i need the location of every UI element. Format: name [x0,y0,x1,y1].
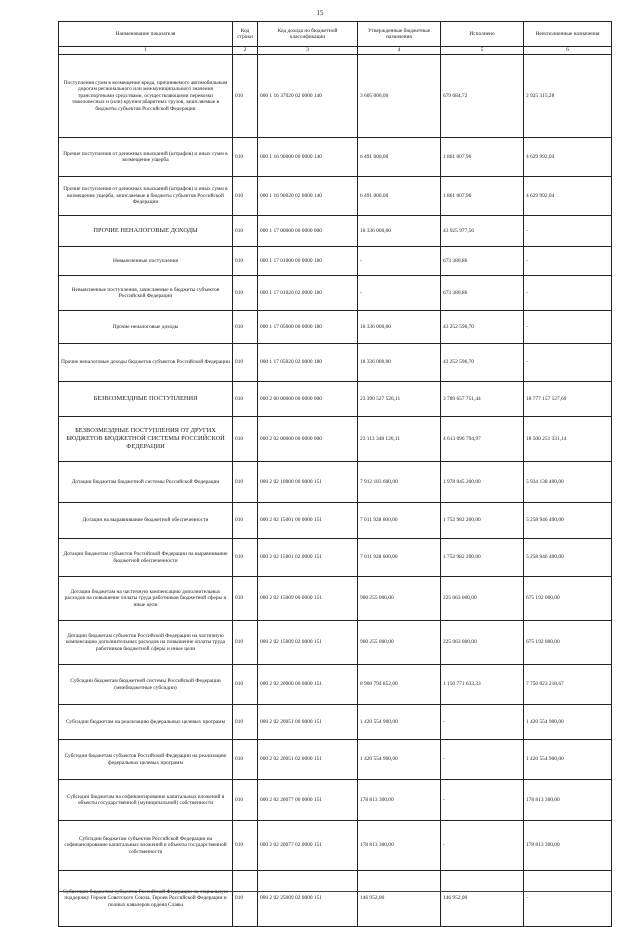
approved-amount-cell: 178 813 300,00 [358,780,441,821]
line-code-cell: 010 [233,665,258,705]
table-header-row [59,22,612,47]
budget-execution-table [58,21,612,927]
table-row [59,871,612,927]
kbk-code-cell: 000 1 17 05000 00 0000 180 [258,311,358,344]
approved-amount-cell: 18 336 000,00 [358,344,441,382]
indicator-name-cell: Субвенции бюджетам субъектов Российской Федерации на социальную поддержку Героев Советского Союза, Героев Российской Федерации и полных кавалеров ордена Славы [59,871,233,927]
unexecuted-amount-cell: 2 925 315,28 [524,55,612,138]
kbk-code-cell: 000 2 02 15001 02 0000 151 [258,539,358,577]
executed-amount-cell: - [441,780,524,821]
table-row [59,216,612,247]
table-row [59,503,612,539]
indicator-name-cell: Субсидии бюджетам бюджетной системы Российской Федерации (межбюджетные субсидии) [59,665,233,705]
unexecuted-amount-cell: 4 629 992,04 [524,138,612,177]
col-header-approved: Утвержденные бюджетные назначения [358,22,441,47]
executed-amount-cell: 1 150 771 633,33 [441,665,524,705]
indicator-name-cell: Поступления сумм в возмещение вреда, причиняемого автомобильным дорогам регионального или межмуниципального значения транспортными средствами, осуществляющими перевозки тяжеловесных и (или) крупногабаритных грузов, зачисляемые в бюджеты субъектов Российской Федерации [59,55,233,138]
col-header-kbk: Код дохода по бюджетной классификации [258,22,358,47]
executed-amount-cell: 1 861 007,96 [441,138,524,177]
unexecuted-amount-cell: - [524,247,612,276]
kbk-code-cell: 000 2 02 15001 00 0000 151 [258,503,358,539]
unexecuted-amount-cell: - [524,344,612,382]
col-header-unexecuted: Неисполненные назначения [524,22,612,47]
unexecuted-amount-cell: 18 777 157 127,69 [524,382,612,417]
unexecuted-amount-cell: 4 629 992,04 [524,177,612,216]
executed-amount-cell: 146 952,00 [441,871,524,927]
indicator-name-cell: БЕЗВОЗМЕЗДНЫЕ ПОСТУПЛЕНИЯ ОТ ДРУГИХ БЮДЖЕТОВ БЮДЖЕТНОЙ СИСТЕМЫ РОССИЙСКОЙ ФЕДЕРАЦИИ [59,417,233,462]
approved-amount-cell: 1 420 554 900,00 [358,705,441,740]
unexecuted-amount-cell: 1 420 554 900,00 [524,705,612,740]
indicator-name-cell: ПРОЧИЕ НЕНАЛОГОВЫЕ ДОХОДЫ [59,216,233,247]
kbk-code-cell: 000 2 02 00000 00 0000 000 [258,417,358,462]
executed-amount-cell: 225 063 000,00 [441,621,524,665]
approved-amount-cell: 6 491 000,00 [358,138,441,177]
indicator-name-cell: БЕЗВОЗМЕЗДНЫЕ ПОСТУПЛЕНИЯ [59,382,233,417]
table-row [59,539,612,577]
executed-amount-cell: - [441,705,524,740]
unexecuted-amount-cell: - [524,871,612,927]
table-body [59,55,612,927]
executed-amount-cell: 4 613 096 794,97 [441,417,524,462]
table-row [59,665,612,705]
indicator-name-cell: Субсидии бюджетам субъектов Российской Федерации на софинансирование капитальных вложений в объекты государственной собственности [59,821,233,871]
table-row [59,247,612,276]
line-code-cell: 010 [233,138,258,177]
approved-amount-cell: 18 336 000,00 [358,311,441,344]
line-code-cell: 010 [233,539,258,577]
table-row [59,780,612,821]
unexecuted-amount-cell: - [524,216,612,247]
table-row [59,577,612,621]
kbk-code-cell: 000 1 17 00000 00 0000 000 [258,216,358,247]
unexecuted-amount-cell: - [524,311,612,344]
indicator-name-cell: Прочие неналоговые доходы бюджетов субъектов Российской Федерации [59,344,233,382]
kbk-code-cell: 000 1 16 90000 00 0000 140 [258,138,358,177]
executed-amount-cell: 1 752 982 200,00 [441,503,524,539]
kbk-code-cell: 000 2 00 00000 00 0000 000 [258,382,358,417]
table-row [59,740,612,780]
col-number: 6 [524,47,612,55]
col-header-name: Наименование показателя [59,22,233,47]
approved-amount-cell: 900 255 000,00 [358,621,441,665]
line-code-cell: 010 [233,276,258,311]
table-row [59,138,612,177]
line-code-cell: 010 [233,247,258,276]
approved-amount-cell: 7 011 928 600,00 [358,503,441,539]
col-number: 5 [441,47,524,55]
indicator-name-cell: Дотации на выравнивание бюджетной обеспеченности [59,503,233,539]
executed-amount-cell: - [441,821,524,871]
unexecuted-amount-cell: 5 258 946 400,00 [524,539,612,577]
indicator-name-cell: Дотации бюджетам бюджетной системы Российской Федерации [59,462,233,503]
indicator-name-cell: Прочие поступления от денежных взысканий (штрафов) и иных сумм в возмещение ущерба [59,138,233,177]
kbk-code-cell: 000 2 02 25009 02 0000 151 [258,871,358,927]
approved-amount-cell: - [358,276,441,311]
indicator-name-cell: Дотации бюджетам субъектов Российской Федерации на частичную компенсацию дополнительных расходов на повышение оплаты труда работников бюджетной сферы и иные цели [59,621,233,665]
line-code-cell: 010 [233,177,258,216]
approved-amount-cell: 23 390 527 526,11 [358,382,441,417]
kbk-code-cell: 000 1 17 05020 02 0000 180 [258,344,358,382]
executed-amount-cell: 43 252 596,70 [441,311,524,344]
indicator-name-cell: Субсидии бюджетам субъектов Российской Федерации на реализацию федеральных целевых программ [59,740,233,780]
col-number: 4 [358,47,441,55]
line-code-cell: 010 [233,382,258,417]
unexecuted-amount-cell: 178 813 300,00 [524,780,612,821]
executed-amount-cell: 679 684,72 [441,55,524,138]
executed-amount-cell: 225 063 000,00 [441,577,524,621]
kbk-code-cell: 000 2 02 20051 02 0000 151 [258,740,358,780]
line-code-cell: 010 [233,417,258,462]
col-number: 1 [59,47,233,55]
kbk-code-cell: 000 2 02 20000 00 0000 151 [258,665,358,705]
kbk-code-cell: 000 1 16 90020 02 0000 140 [258,177,358,216]
indicator-name-cell: Прочие неналоговые доходы [59,311,233,344]
kbk-code-cell: 000 2 02 20077 02 0000 151 [258,821,358,871]
col-header-line-code: Код строки [233,22,258,47]
executed-amount-cell: 673 380,86 [441,247,524,276]
line-code-cell: 010 [233,503,258,539]
col-number: 2 [233,47,258,55]
kbk-code-cell: 000 2 02 15009 00 0000 151 [258,577,358,621]
kbk-code-cell: 000 2 02 10000 00 0000 151 [258,462,358,503]
unexecuted-amount-cell: 1 420 554 900,00 [524,740,612,780]
col-number: 3 [258,47,358,55]
column-number-row [59,47,612,55]
kbk-code-cell: 000 1 17 01000 00 0000 180 [258,247,358,276]
unexecuted-amount-cell: 178 813 300,00 [524,821,612,871]
line-code-cell: 010 [233,705,258,740]
approved-amount-cell: 178 813 300,00 [358,821,441,871]
approved-amount-cell: 146 952,00 [358,871,441,927]
table-row [59,177,612,216]
kbk-code-cell: 000 1 17 01020 02 0000 180 [258,276,358,311]
table-row [59,311,612,344]
table-row [59,382,612,417]
kbk-code-cell: 000 2 02 15009 02 0000 151 [258,621,358,665]
executed-amount-cell: 3 789 657 751,44 [441,382,524,417]
col-header-executed: Исполнено [441,22,524,47]
line-code-cell: 010 [233,311,258,344]
kbk-code-cell: 000 2 02 20077 00 0000 151 [258,780,358,821]
unexecuted-amount-cell: 18 500 251 331,14 [524,417,612,462]
unexecuted-amount-cell: 5 258 946 400,00 [524,503,612,539]
approved-amount-cell: 8 900 794 852,00 [358,665,441,705]
executed-amount-cell: 673 380,86 [441,276,524,311]
page-number: 15 [316,9,324,17]
table-row [59,462,612,503]
line-code-cell: 010 [233,216,258,247]
executed-amount-cell: 1 978 045 200,00 [441,462,524,503]
table-row [59,344,612,382]
kbk-code-cell: 000 1 16 37020 02 0000 140 [258,55,358,138]
approved-amount-cell: 23 113 348 126,11 [358,417,441,462]
unexecuted-amount-cell: 5 934 138 400,00 [524,462,612,503]
page-bottom-rule [58,891,611,892]
unexecuted-amount-cell: 7 750 023 218,67 [524,665,612,705]
table-row [59,417,612,462]
indicator-name-cell: Субсидии бюджетам на реализацию федеральных целевых программ [59,705,233,740]
approved-amount-cell: 3 605 000,00 [358,55,441,138]
line-code-cell: 010 [233,344,258,382]
executed-amount-cell: - [441,740,524,780]
approved-amount-cell: 1 420 554 900,00 [358,740,441,780]
table-row [59,55,612,138]
unexecuted-amount-cell: 675 192 000,00 [524,577,612,621]
line-code-cell: 010 [233,621,258,665]
line-code-cell: 010 [233,780,258,821]
line-code-cell: 010 [233,740,258,780]
kbk-code-cell: 000 2 02 20051 00 0000 151 [258,705,358,740]
approved-amount-cell: 6 491 000,00 [358,177,441,216]
executed-amount-cell: 1 861 007,96 [441,177,524,216]
table-row [59,276,612,311]
indicator-name-cell: Невыясненные поступления [59,247,233,276]
table-row [59,821,612,871]
approved-amount-cell: 18 336 000,00 [358,216,441,247]
indicator-name-cell: Дотации бюджетам субъектов Российской Федерации на выравнивание бюджетной обеспеченности [59,539,233,577]
table-row [59,621,612,665]
approved-amount-cell: - [358,247,441,276]
indicator-name-cell: Прочие поступления от денежных взысканий (штрафов) и иных сумм в возмещение ущерба, зачисляемые в бюджеты субъектов Российской Федерации [59,177,233,216]
line-code-cell: 010 [233,577,258,621]
indicator-name-cell: Невыясненные поступления, зачисляемые в бюджеты субъектов Российской Федерации [59,276,233,311]
approved-amount-cell: 900 255 000,00 [358,577,441,621]
approved-amount-cell: 7 011 928 600,00 [358,539,441,577]
executed-amount-cell: 1 752 982 200,00 [441,539,524,577]
line-code-cell: 010 [233,871,258,927]
executed-amount-cell: 43 925 977,56 [441,216,524,247]
unexecuted-amount-cell: - [524,276,612,311]
indicator-name-cell: Субсидии бюджетам на софинансирование капитальных вложений в объекты государственной (муниципальной) собственности [59,780,233,821]
line-code-cell: 010 [233,55,258,138]
unexecuted-amount-cell: 675 192 000,00 [524,621,612,665]
line-code-cell: 010 [233,462,258,503]
approved-amount-cell: 7 912 183 600,00 [358,462,441,503]
indicator-name-cell: Дотации бюджетам на частичную компенсацию дополнительных расходов на повышение оплаты труда работников бюджетной сферы и иные цели [59,577,233,621]
line-code-cell: 010 [233,821,258,871]
table-row [59,705,612,740]
executed-amount-cell: 43 252 596,70 [441,344,524,382]
